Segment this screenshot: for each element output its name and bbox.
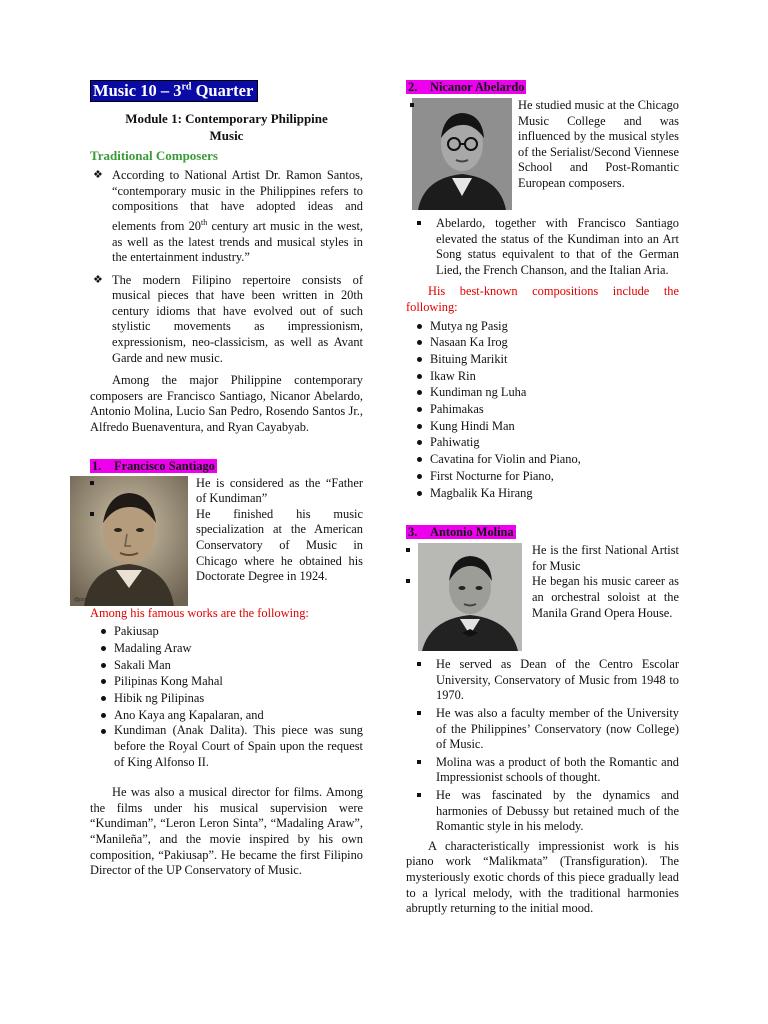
santiago-works-list (90, 623, 363, 770)
module-title (90, 110, 363, 144)
dot-bullet-icon (417, 390, 422, 395)
molina-closing: A characteristically impressionist work is his piano work “Malikmata” (Transfiguration). The mysteriously exotic chords of this piece gradually lead to a lyrical melody, with the traditional harmonies abruptly returning to the initial mood. (406, 838, 679, 916)
list-item (406, 451, 679, 468)
dot-bullet-icon (417, 324, 422, 329)
abelardo-side-facts (406, 98, 679, 192)
fact-text: He finished his music specialization at the American Conservatory of Music in Chicago where he obtained his Doctorate Degree in 1924. (196, 506, 363, 584)
heading-name: Francisco Santiago (114, 458, 215, 473)
heading-number: 2. (408, 80, 418, 94)
dot-bullet-icon (101, 629, 106, 634)
work-title: Pilipinas Kong Mahal (114, 674, 223, 689)
dot-bullet-icon (101, 646, 106, 651)
list-item (90, 657, 363, 674)
fact-text: He is considered as the “Father of Kundiman” (196, 475, 363, 506)
work-title: Kundiman ng Luha (430, 385, 527, 400)
fact-text: He served as Dean of the Centro Escolar University, Conservatory of Music from 1948 to 1970. (436, 657, 679, 703)
intro-list (90, 168, 363, 366)
list-item (90, 640, 363, 657)
dot-bullet-icon (101, 663, 106, 668)
molina-fact (406, 706, 679, 753)
santiago-works-intro: Among his famous works are the following: (90, 605, 309, 620)
intro-text: century art music in the west, as well as the latest trends and musical styles in the entertainment industry.” (112, 218, 363, 265)
title-text: Music 10 – 3 (93, 81, 182, 100)
molina-side-facts (406, 543, 679, 621)
intro-bullet (90, 168, 363, 266)
fact-text: He is the first National Artist for Music (532, 543, 679, 573)
work-title: First Nocturne for Piano, (430, 468, 554, 483)
intro-text: The modern Filipino repertoire consists of musical pieces that have been written in 20th century idioms that have evolved out of such stylistic movements as impressionism, expressionism, neo-classicism, as well as Avant Garde and new music. (112, 272, 363, 365)
work-title: Magbalik Ka Hirang (430, 485, 533, 500)
photo-credit: @positiveillustra (74, 596, 111, 603)
abelardo-heading (406, 80, 526, 94)
module-title-line2: Music (209, 128, 244, 143)
heading-number: 3. (408, 525, 418, 540)
diamond-bullet-icon: ❖ (93, 169, 103, 181)
work-title: Kundiman (Anak Dalita). This piece was sung before the Royal Court of Spain upon the request of King Alfonso II. (114, 723, 363, 769)
work-title: Pahiwatig (430, 435, 480, 450)
molina-fact (406, 543, 679, 574)
list-item (406, 401, 679, 418)
module-title-line1: Module 1: Contemporary Philippine (125, 111, 328, 126)
work-title: Cavatina for Violin and Piano, (430, 452, 581, 467)
right-column (406, 78, 679, 917)
work-title: Hibik ng Pilipinas (114, 691, 205, 706)
molina-fact (406, 755, 679, 786)
fact-text: Abelardo, together with Francisco Santiago elevated the status of the Kundiman into an Art Song status equivalent to that of the German Lied, the French Chanson, and the Italian Aria. (436, 216, 679, 277)
intro-text: According to National Artist Dr. Ramon Santos, “contemporary music in the Philippines refers to compositions that have adopted ideas and elements from 20 (112, 168, 363, 233)
intro-bullet (90, 273, 363, 367)
dot-bullet-icon (101, 679, 106, 684)
title-superscript: rd (181, 81, 192, 93)
heading-name: Antonio Molina (430, 525, 514, 540)
dot-bullet-icon (417, 457, 422, 462)
list-item (90, 723, 363, 770)
santiago-fact (90, 476, 363, 507)
square-bullet-icon (90, 481, 94, 485)
dot-bullet-icon (101, 729, 106, 734)
dot-bullet-icon (417, 424, 422, 429)
list-item (90, 673, 363, 690)
work-title: Nasaan Ka Irog (430, 335, 508, 350)
abelardo-works-list (406, 318, 679, 502)
santiago-fact (90, 507, 363, 585)
heading-name: Nicanor Abelardo (430, 80, 525, 94)
molina-fact-list (406, 657, 679, 835)
list-item (90, 623, 363, 640)
abelardo-fact (406, 216, 679, 278)
list-item (406, 468, 679, 485)
list-item (406, 334, 679, 351)
abelardo-fact (406, 98, 679, 192)
dot-bullet-icon (417, 407, 422, 412)
work-title: Mutya ng Pasig (430, 318, 508, 333)
intro-superscript: th (200, 217, 208, 227)
work-title: Kung Hindi Man (430, 418, 515, 433)
list-item (406, 351, 679, 368)
work-title: Pahimakas (430, 402, 484, 417)
square-bullet-icon (410, 103, 414, 107)
left-column (74, 76, 363, 879)
molina-fact (406, 574, 679, 621)
dot-bullet-icon (101, 696, 106, 701)
list-item (90, 690, 363, 707)
dot-bullet-icon (417, 340, 422, 345)
square-bullet-icon (90, 512, 94, 516)
square-bullet-icon (417, 711, 421, 715)
santiago-side-facts (90, 476, 363, 585)
square-bullet-icon (406, 548, 410, 552)
work-title: Pakiusap (114, 624, 159, 639)
list-item (406, 434, 679, 451)
section-heading: Traditional Composers (90, 148, 218, 163)
molina-heading (406, 525, 516, 539)
molina-fact (406, 657, 679, 704)
dot-bullet-icon (417, 357, 422, 362)
abelardo-works-intro: His best-known compositions include the following: (406, 284, 679, 314)
work-title: Bituing Marikit (430, 351, 508, 366)
molina-fact (406, 788, 679, 835)
dot-bullet-icon (417, 491, 422, 496)
fact-text: He was fascinated by the dynamics and harmonies of Debussy but retained much of the Romantic style in his melody. (436, 788, 679, 834)
santiago-heading (90, 459, 217, 473)
list-item (406, 485, 679, 502)
abelardo-fact-list (406, 216, 679, 278)
title-text-end: Quarter (191, 81, 254, 100)
work-title: Madaling Araw (114, 640, 192, 655)
square-bullet-icon (417, 760, 421, 764)
list-item (406, 368, 679, 385)
page-title (90, 80, 258, 102)
list-item (90, 707, 363, 724)
work-title: Ikaw Rin (430, 368, 476, 383)
diamond-bullet-icon: ❖ (93, 273, 103, 286)
fact-text: He was also a faculty member of the University of the Philippines’ Conservatory (now College) of Music. (436, 706, 679, 752)
fact-text: Molina was a product of both the Romantic and Impressionist schools of thought. (436, 754, 679, 785)
dot-bullet-icon (417, 374, 422, 379)
square-bullet-icon (417, 221, 421, 225)
square-bullet-icon (417, 662, 421, 666)
work-title: Sakali Man (114, 657, 171, 672)
dot-bullet-icon (417, 440, 422, 445)
fact-text: He studied music at the Chicago Music College and was influenced by the musical styles of the Serialist/Second Viennese School and Post-Romantic European composers. (518, 98, 679, 190)
santiago-section (74, 457, 363, 879)
intro-paragraph: Among the major Philippine contemporary composers are Francisco Santiago, Nicanor Abelardo, Antonio Molina, Lucio San Pedro, Rosendo Santos Jr., Alfredo Buenaventura, and Ryan Cayabyab. (90, 373, 363, 435)
santiago-closing: He was also a musical director for films. Among the films under his musical supervision were “Kundiman”, “Leron Leron Sinta”, “Madaling Araw”, “Manileña”, and the movie inspired by his own composition, “Pakiusap”. He became the first Filipino Director of the UP Conservatory of Music. (90, 785, 363, 878)
dot-bullet-icon (417, 474, 422, 479)
list-item (406, 318, 679, 335)
molina-section (406, 523, 679, 917)
square-bullet-icon (406, 579, 410, 583)
fact-text: He began his music career as an orchestral soloist at the Manila Grand Opera House. (532, 574, 679, 620)
list-item (406, 384, 679, 401)
dot-bullet-icon (101, 713, 106, 718)
square-bullet-icon (417, 793, 421, 797)
list-item (406, 418, 679, 435)
heading-number: 1. (92, 458, 102, 473)
work-title: Ano Kaya ang Kapalaran, and (114, 707, 264, 722)
